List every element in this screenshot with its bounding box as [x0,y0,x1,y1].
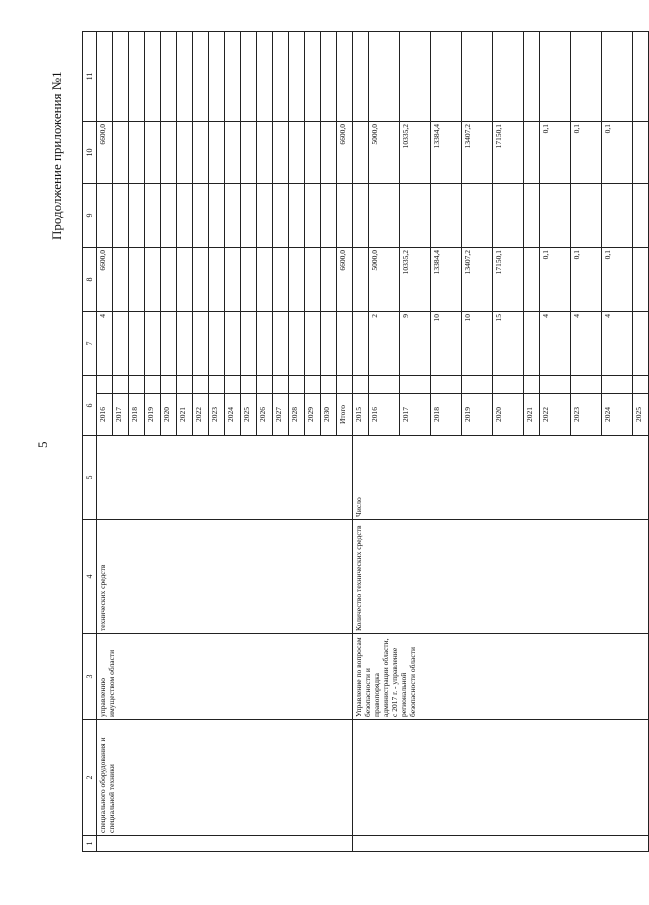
other-cell [493,32,524,122]
other-cell [540,32,571,122]
total-cell [257,248,273,312]
federal-cell [129,184,145,248]
col-number-1: 1 [83,836,97,852]
spacer-cell [145,376,161,394]
federal-cell [462,184,493,248]
year-cell: 2017 [113,394,129,436]
quantity-cell [257,312,273,376]
quantity-cell [193,312,209,376]
quantity-cell [113,312,129,376]
unit-cell: Число [353,436,649,520]
regional-cell: 13407,2 [462,122,493,184]
quantity-cell: 10 [462,312,493,376]
regional-cell: 0,1 [571,122,602,184]
other-cell [241,32,257,122]
total-cell [177,248,193,312]
indicator-cell: Количество технических средств [353,520,649,634]
year-cell: 2025 [241,394,257,436]
total-cell [193,248,209,312]
other-cell [113,32,129,122]
regional-cell: 13384,4 [431,122,462,184]
spacer-cell [305,376,321,394]
regional-cell [289,122,305,184]
spacer-cell [161,376,177,394]
year-cell: 2018 [129,394,145,436]
regional-cell: 5000,0 [369,122,400,184]
spacer-cell [571,376,602,394]
federal-cell [431,184,462,248]
quantity-cell [524,312,540,376]
quantity-cell: 9 [400,312,431,376]
federal-cell [305,184,321,248]
regional-cell [273,122,289,184]
federal-cell [369,184,400,248]
spacer-cell [97,376,113,394]
quantity-cell [177,312,193,376]
total-cell [145,248,161,312]
quantity-cell: 4 [540,312,571,376]
total-cell: 10335,2 [400,248,431,312]
col-number-10: 10 [83,122,97,184]
other-cell [602,32,633,122]
year-cell: 2024 [602,394,633,436]
year-cell: 2015 [353,394,369,436]
regional-cell [257,122,273,184]
col-number-11: 11 [83,32,97,122]
regional-cell: 10335,2 [400,122,431,184]
total-cell [241,248,257,312]
quantity-cell [145,312,161,376]
year-cell: 2024 [225,394,241,436]
quantity-cell [321,312,337,376]
federal-cell [321,184,337,248]
spacer-cell [400,376,431,394]
year-cell: 2019 [462,394,493,436]
regional-cell [129,122,145,184]
other-cell [193,32,209,122]
col-number-6: 6 [83,376,97,436]
federal-cell [177,184,193,248]
annex-title: Продолжение приложения №1 [49,71,64,240]
year-cell: 2021 [524,394,540,436]
other-cell [369,32,400,122]
quantity-cell [129,312,145,376]
regional-cell [241,122,257,184]
quantity-cell [353,312,369,376]
federal-cell [145,184,161,248]
regional-cell [177,122,193,184]
total-cell: 6600,0 [337,248,353,312]
other-cell [225,32,241,122]
spacer-cell [273,376,289,394]
regional-cell [321,122,337,184]
spacer-cell [129,376,145,394]
quantity-cell [633,312,649,376]
spacer-cell [524,376,540,394]
spacer-cell [431,376,462,394]
total-cell: 13407,2 [462,248,493,312]
regional-cell [209,122,225,184]
measure-name-cell [353,720,649,836]
regional-cell [225,122,241,184]
federal-cell [353,184,369,248]
quantity-cell [161,312,177,376]
quantity-cell: 4 [571,312,602,376]
quantity-cell [289,312,305,376]
unit-cell [97,436,353,520]
spacer-cell [602,376,633,394]
federal-cell [493,184,524,248]
col-number-2: 2 [83,720,97,836]
total-cell [113,248,129,312]
spacer-cell [193,376,209,394]
spacer-cell [321,376,337,394]
table-row [97,32,113,852]
year-cell: Итого [337,394,353,436]
other-cell [353,32,369,122]
spacer-cell [353,376,369,394]
federal-cell [540,184,571,248]
measure-name-cell: специального оборудования и специальной техники [97,720,353,836]
total-cell [633,248,649,312]
federal-cell [571,184,602,248]
spacer-cell [241,376,257,394]
year-cell: 2020 [161,394,177,436]
total-cell [305,248,321,312]
other-cell [337,32,353,122]
federal-cell [209,184,225,248]
other-cell [257,32,273,122]
quantity-cell: 2 [369,312,400,376]
quantity-cell [225,312,241,376]
year-cell: 2016 [369,394,400,436]
col1-cell [97,836,353,852]
year-cell: 2016 [97,394,113,436]
federal-cell [524,184,540,248]
year-cell: 2025 [633,394,649,436]
total-cell [209,248,225,312]
column-number-row [83,32,97,852]
regional-cell [161,122,177,184]
regional-cell [113,122,129,184]
total-cell [524,248,540,312]
other-cell [145,32,161,122]
col-number-9: 9 [83,184,97,248]
spacer-cell [337,376,353,394]
other-cell [321,32,337,122]
year-cell: 2027 [273,394,289,436]
quantity-cell [209,312,225,376]
regional-cell [305,122,321,184]
other-cell [273,32,289,122]
federal-cell [273,184,289,248]
other-cell [571,32,602,122]
spacer-cell [209,376,225,394]
executor-cell: Управление по вопросам безопасности и правопорядка администрации области, с 2017 г. - управление региональной безопасности области [353,634,649,720]
table-row [353,32,369,852]
col-number-4: 4 [83,520,97,634]
spacer-cell [493,376,524,394]
regional-cell: 17150,1 [493,122,524,184]
other-cell [209,32,225,122]
other-cell [177,32,193,122]
regional-cell [353,122,369,184]
federal-cell [161,184,177,248]
total-cell: 17150,1 [493,248,524,312]
col-number-5: 5 [83,436,97,520]
col1-cell [353,836,649,852]
spacer-cell [633,376,649,394]
other-cell [431,32,462,122]
other-cell [129,32,145,122]
other-cell [524,32,540,122]
year-cell: 2030 [321,394,337,436]
table-body [83,32,649,852]
total-cell [225,248,241,312]
total-cell [161,248,177,312]
federal-cell [241,184,257,248]
federal-cell [337,184,353,248]
quantity-cell [337,312,353,376]
spacer-cell [225,376,241,394]
regional-cell: 6600,0 [97,122,113,184]
year-cell: 2026 [257,394,273,436]
quantity-cell: 4 [97,312,113,376]
year-cell: 2022 [193,394,209,436]
regional-cell: 0,1 [602,122,633,184]
total-cell: 5000,0 [369,248,400,312]
other-cell [462,32,493,122]
year-cell: 2017 [400,394,431,436]
year-cell: 2020 [493,394,524,436]
other-cell [305,32,321,122]
federal-cell [113,184,129,248]
other-cell [633,32,649,122]
quantity-cell [273,312,289,376]
year-cell: 2028 [289,394,305,436]
regional-cell [193,122,209,184]
federal-cell [289,184,305,248]
other-cell [161,32,177,122]
spacer-cell [257,376,273,394]
year-cell: 2023 [571,394,602,436]
other-cell [97,32,113,122]
spacer-cell [177,376,193,394]
regional-cell [524,122,540,184]
total-cell: 0,1 [602,248,633,312]
total-cell [353,248,369,312]
spacer-cell [540,376,571,394]
federal-cell [97,184,113,248]
federal-cell [633,184,649,248]
total-cell: 0,1 [540,248,571,312]
spacer-cell [369,376,400,394]
other-cell [400,32,431,122]
federal-cell [400,184,431,248]
page-number: 5 [35,441,50,448]
indicator-cell: технических средств [97,520,353,634]
year-cell: 2029 [305,394,321,436]
total-cell: 0,1 [571,248,602,312]
quantity-cell [241,312,257,376]
regional-cell [145,122,161,184]
spacer-cell [289,376,305,394]
total-cell [129,248,145,312]
other-cell [289,32,305,122]
federal-cell [193,184,209,248]
total-cell: 6600,0 [97,248,113,312]
federal-cell [602,184,633,248]
regional-cell [633,122,649,184]
year-cell: 2018 [431,394,462,436]
year-cell: 2021 [177,394,193,436]
quantity-cell: 4 [602,312,633,376]
total-cell [289,248,305,312]
federal-cell [225,184,241,248]
quantity-cell: 10 [431,312,462,376]
regional-cell: 6600,0 [337,122,353,184]
year-cell: 2022 [540,394,571,436]
col-number-7: 7 [83,312,97,376]
spacer-cell [113,376,129,394]
col-number-8: 8 [83,248,97,312]
col-number-3: 3 [83,634,97,720]
total-cell [321,248,337,312]
year-cell: 2019 [145,394,161,436]
spacer-cell [462,376,493,394]
federal-cell [257,184,273,248]
total-cell [273,248,289,312]
quantity-cell [305,312,321,376]
total-cell: 13384,4 [431,248,462,312]
program-table [82,31,649,852]
quantity-cell: 15 [493,312,524,376]
regional-cell: 0,1 [540,122,571,184]
executor-cell: управлению имуществом области [97,634,353,720]
year-cell: 2023 [209,394,225,436]
